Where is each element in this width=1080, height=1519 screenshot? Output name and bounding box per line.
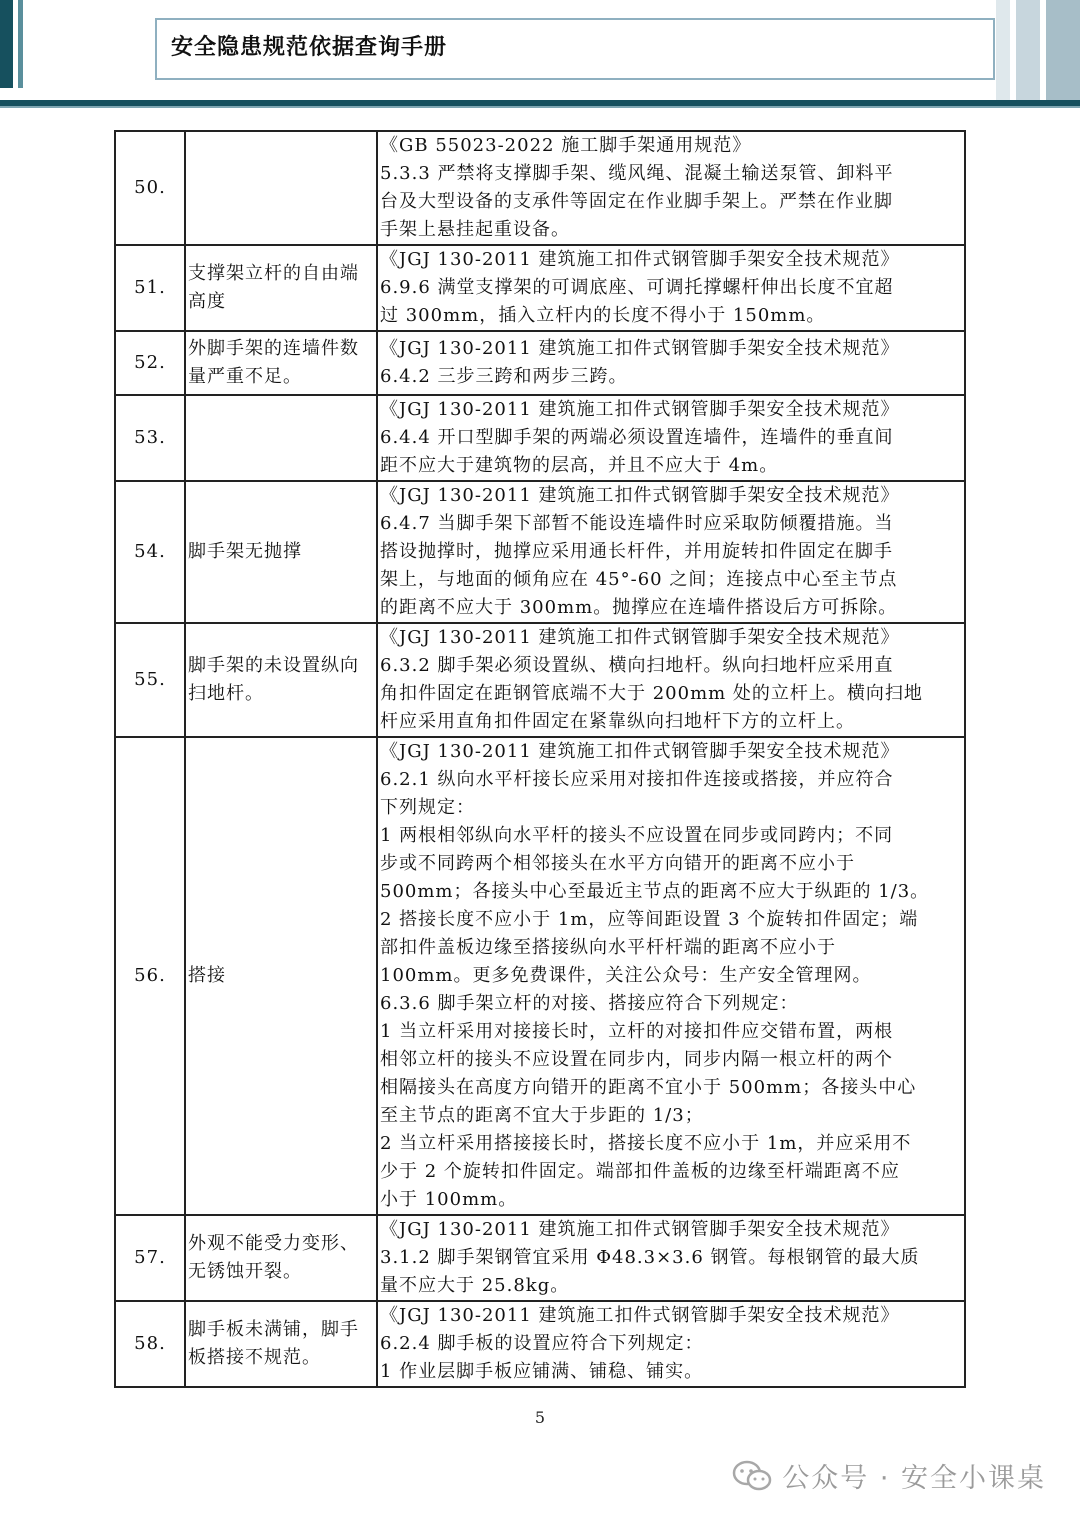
table-row [115, 131, 965, 245]
basis-line: 相邻立杆的接头不应设置在同步内，同步内隔一根立杆的两个 [380, 1049, 893, 1070]
watermark-text: 公众号 · 安全小课桌 [782, 1463, 1046, 1494]
basis-line: 6.4.7 当脚手架下部暂不能设连墙件时应采取防倾覆措施。当 [380, 513, 894, 534]
header-right-decoration [996, 0, 1080, 100]
basis-line: 《JGJ 130-2011 建筑施工扣件式钢管脚手架安全技术规范》 [380, 1219, 900, 1240]
basis-line: 手架上悬挂起重设备。 [380, 219, 570, 240]
wechat-icon [732, 1459, 772, 1493]
basis-line: 《JGJ 130-2011 建筑施工扣件式钢管脚手架安全技术规范》 [380, 485, 900, 506]
basis-line: 2 搭接长度不应小于 1m，应等间距设置 3 个旋转扣件固定；端 [380, 909, 919, 930]
regulation-basis [377, 131, 965, 245]
basis-line: 6.9.6 满堂支撑架的可调底座、可调托撑螺杆伸出长度不宜超 [380, 277, 894, 298]
header-left-bar-secondary [18, 0, 23, 88]
basis-line: 500mm；各接头中心至最近主节点的距离不应大于纵距的 1/3。 [380, 881, 930, 902]
basis-line: 部扣件盖板边缘至搭接纵向水平杆杆端的距离不应小于 [380, 937, 836, 958]
basis-line: 100mm。更多免费课件，关注公众号：生产安全管理网。 [380, 965, 872, 986]
basis-line: 角扣件固定在距钢管底端不大于 200mm 处的立杆上。横向扫地 [380, 683, 923, 704]
hazard-description: 外观不能受力变形、无锈蚀开裂。 [185, 1215, 377, 1301]
basis-line: 的距离不应大于 300mm。抛撑应在连墙件搭设后方可拆除。 [380, 597, 898, 618]
row-number: 55. [115, 623, 185, 737]
row-number: 50. [115, 131, 185, 245]
table-row [115, 623, 965, 737]
basis-line: 6.4.2 三步三跨和两步三跨。 [380, 366, 628, 387]
row-number: 52. [115, 331, 185, 395]
regulation-table [114, 130, 966, 1388]
table-row [115, 737, 965, 1215]
regulation-basis [377, 1215, 965, 1301]
basis-line: 少于 2 个旋转扣件固定。端部扣件盖板的边缘至杆端距离不应 [380, 1161, 900, 1182]
row-number: 54. [115, 481, 185, 623]
basis-line: 距不应大于建筑物的层高，并且不应大于 4m。 [380, 455, 779, 476]
basis-line: 《JGJ 130-2011 建筑施工扣件式钢管脚手架安全技术规范》 [380, 627, 900, 648]
page-title: 安全隐患规范依据查询手册 [171, 35, 448, 60]
regulation-basis [377, 395, 965, 481]
basis-line: 6.2.4 脚手板的设置应符合下列规定： [380, 1333, 704, 1354]
header-left-bar [0, 0, 13, 88]
basis-line: 3.1.2 脚手架钢管宜采用 Φ48.3×3.6 钢管。每根钢管的最大质 [380, 1247, 920, 1268]
basis-line: 过 300mm，插入立杆内的长度不得小于 150mm。 [380, 305, 826, 326]
basis-line: 5.3.3 严禁将支撑脚手架、缆风绳、混凝土输送泵管、卸料平 [380, 163, 894, 184]
row-number: 53. [115, 395, 185, 481]
regulation-basis [377, 737, 965, 1215]
row-number: 51. [115, 245, 185, 331]
watermark [732, 1456, 1046, 1495]
hazard-description: 脚手架无抛撑 [185, 481, 377, 623]
basis-line: 《JGJ 130-2011 建筑施工扣件式钢管脚手架安全技术规范》 [380, 399, 900, 420]
basis-line: 6.2.1 纵向水平杆接长应采用对接扣件连接或搭接，并应符合 [380, 769, 894, 790]
basis-line: 架上，与地面的倾角应在 45°-60 之间；连接点中心至主节点 [380, 569, 898, 590]
hazard-description [185, 131, 377, 245]
hazard-description: 搭接 [185, 737, 377, 1215]
basis-line: 《GB 55023-2022 施工脚手架通用规范》 [380, 135, 752, 156]
table-row [115, 245, 965, 331]
regulation-basis [377, 623, 965, 737]
row-number: 57. [115, 1215, 185, 1301]
table-row [115, 395, 965, 481]
basis-line: 1 作业层脚手板应铺满、铺稳、铺实。 [380, 1361, 704, 1382]
page-number: 5 [534, 1408, 546, 1427]
regulation-basis [377, 245, 965, 331]
basis-line: 台及大型设备的支承件等固定在作业脚手架上。严禁在作业脚 [380, 191, 893, 212]
basis-line: 6.3.6 脚手架立杆的对接、搭接应符合下列规定： [380, 993, 799, 1014]
basis-line: 量不应大于 25.8kg。 [380, 1275, 570, 1296]
basis-line: 搭设抛撑时，抛撑应采用通长杆件，并用旋转扣件固定在脚手 [380, 541, 893, 562]
regulation-basis [377, 331, 965, 395]
basis-line: 小于 100mm。 [380, 1189, 518, 1210]
basis-line: 2 当立杆采用搭接接长时，搭接长度不应小于 1m，并应采用不 [380, 1133, 912, 1154]
header-title-box [155, 18, 995, 80]
table-row [115, 1215, 965, 1301]
row-number: 58. [115, 1301, 185, 1387]
basis-line: 《JGJ 130-2011 建筑施工扣件式钢管脚手架安全技术规范》 [380, 1305, 900, 1326]
basis-line: 《JGJ 130-2011 建筑施工扣件式钢管脚手架安全技术规范》 [380, 741, 900, 762]
basis-line: 《JGJ 130-2011 建筑施工扣件式钢管脚手架安全技术规范》 [380, 249, 900, 270]
regulation-basis [377, 481, 965, 623]
regulation-basis [377, 1301, 965, 1387]
basis-line: 1 当立杆采用对接接长时，立杆的对接扣件应交错布置，两根 [380, 1021, 894, 1042]
hazard-description [185, 395, 377, 481]
basis-line: 步或不同跨两个相邻接头在水平方向错开的距离不应小于 [380, 853, 855, 874]
row-number: 56. [115, 737, 185, 1215]
basis-line: 6.3.2 脚手架必须设置纵、横向扫地杆。纵向扫地杆应采用直 [380, 655, 894, 676]
hazard-description: 支撑架立杆的自由端高度 [185, 245, 377, 331]
basis-line: 相隔接头在高度方向错开的距离不宜小于 500mm；各接头中心 [380, 1077, 917, 1098]
table-row [115, 481, 965, 623]
basis-line: 下列规定： [380, 797, 475, 818]
basis-line: 1 两根相邻纵向水平杆的接头不应设置在同步或同跨内；不同 [380, 825, 894, 846]
table-row [115, 331, 965, 395]
hazard-description: 脚手架的未设置纵向扫地杆。 [185, 623, 377, 737]
table-row [115, 1301, 965, 1387]
hazard-description: 外脚手架的连墙件数量严重不足。 [185, 331, 377, 395]
hazard-description: 脚手板未满铺，脚手板搭接不规范。 [185, 1301, 377, 1387]
basis-line: 6.4.4 开口型脚手架的两端必须设置连墙件，连墙件的垂直间 [380, 427, 894, 448]
basis-line: 至主节点的距离不宜大于步距的 1/3； [380, 1105, 704, 1126]
header-divider-thin [0, 106, 1080, 108]
basis-line: 《JGJ 130-2011 建筑施工扣件式钢管脚手架安全技术规范》 [380, 338, 900, 359]
basis-line: 杆应采用直角扣件固定在紧靠纵向扫地杆下方的立杆上。 [380, 711, 855, 732]
